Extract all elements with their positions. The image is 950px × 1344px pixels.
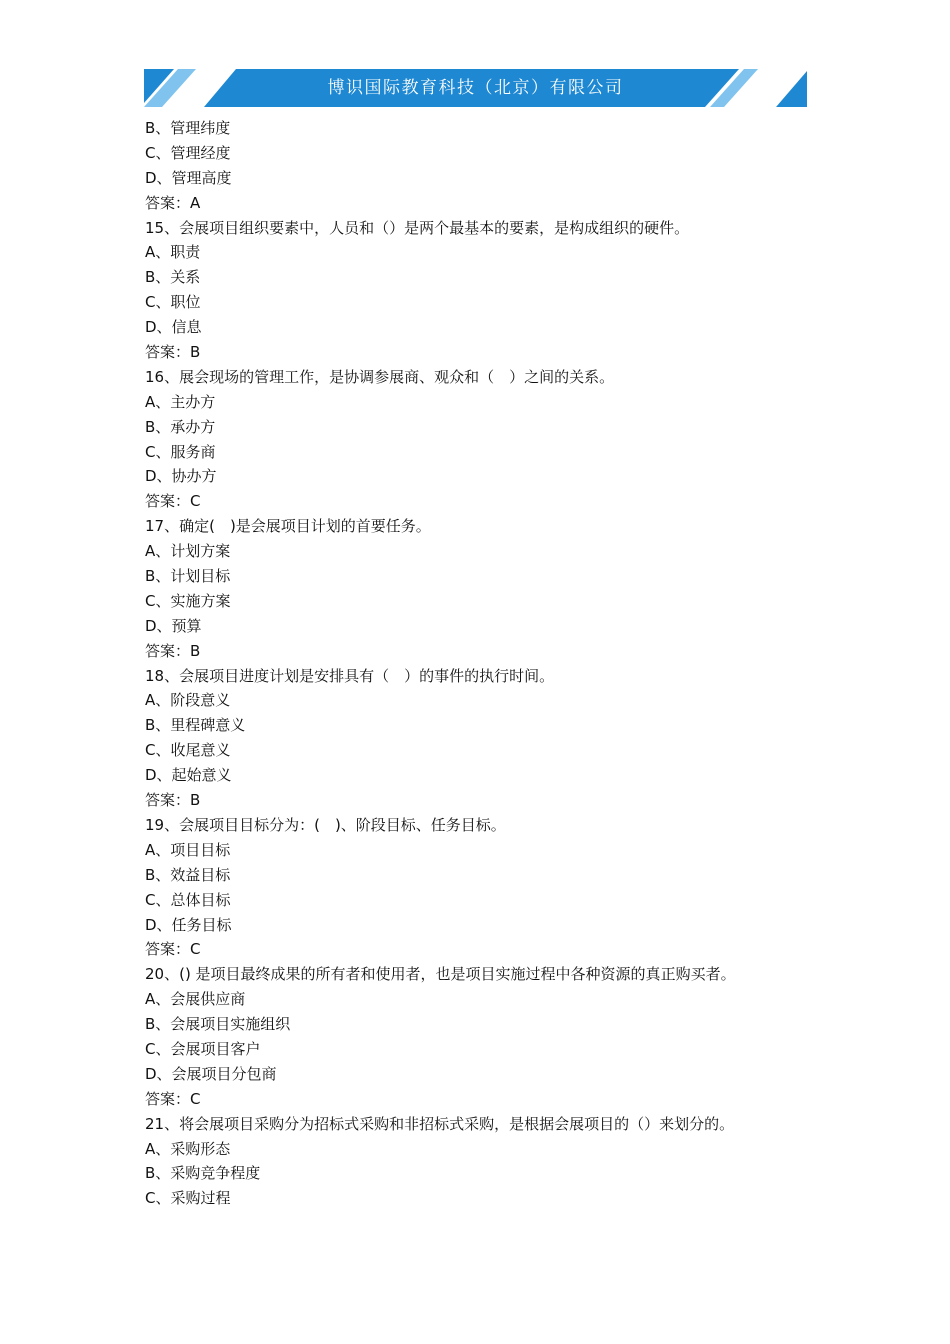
option-line: A、会展供应商	[145, 990, 246, 1009]
question-list	[145, 116, 825, 1211]
question-line: 16、展会现场的管理工作，是协调参展商、观众和（ ）之间的关系。	[145, 367, 615, 386]
option-line: D、管理高度	[145, 168, 232, 187]
company-name: 博识国际教育科技（北京）有限公司	[327, 78, 624, 98]
option-line: C、职位	[145, 293, 201, 312]
option-line: D、任务目标	[145, 915, 232, 934]
answer-line: 答案：A	[145, 193, 201, 212]
option-line: C、服务商	[145, 442, 216, 461]
option-line: D、起始意义	[145, 766, 232, 785]
question-line: 19、会展项目目标分为：( )、阶段目标、任务目标。	[145, 815, 506, 834]
option-line: B、承办方	[145, 417, 216, 436]
option-line: D、会展项目分包商	[145, 1064, 277, 1083]
option-line: B、采购竞争程度	[145, 1164, 261, 1183]
option-line: A、主办方	[145, 392, 216, 411]
option-line: B、效益目标	[145, 865, 231, 884]
header-banner	[144, 69, 807, 107]
question-line: 20、() 是项目最终成果的所有者和使用者，也是项目实施过程中各种资源的真正购买者。	[145, 965, 736, 984]
question-line: 17、确定( )是会展项目计划的首要任务。	[145, 517, 431, 536]
question-line: 18、会展项目进度计划是安排具有（ ）的事件的执行时间。	[145, 666, 555, 685]
answer-line: 答案：B	[145, 641, 201, 660]
answer-line: 答案：B	[145, 791, 201, 810]
option-line: D、预算	[145, 616, 202, 635]
answer-line: 答案：C	[145, 940, 201, 959]
option-line: A、阶段意义	[145, 691, 231, 710]
answer-line: 答案：C	[145, 492, 201, 511]
answer-line: 答案：B	[145, 343, 201, 362]
option-line: C、管理经度	[145, 143, 231, 162]
option-line: C、实施方案	[145, 591, 231, 610]
option-line: B、管理纬度	[145, 119, 231, 137]
option-line: C、收尾意义	[145, 741, 231, 760]
question-line: 21、将会展项目采购分为招标式采购和非招标式采购，是根据会展项目的（）来划分的。	[145, 1114, 735, 1133]
option-line: A、项目目标	[145, 840, 231, 859]
answer-line: 答案：C	[145, 1089, 201, 1108]
question-line: 15、会展项目组织要素中，人员和（）是两个最基本的要素，是构成组织的硬件。	[145, 218, 690, 237]
option-line: B、关系	[145, 268, 201, 287]
option-line: C、采购过程	[145, 1189, 231, 1208]
option-line: B、计划目标	[145, 567, 231, 586]
option-line: B、会展项目实施组织	[145, 1015, 291, 1034]
option-line: A、计划方案	[145, 542, 231, 561]
option-line: A、采购形态	[145, 1139, 231, 1158]
option-line: D、信息	[145, 318, 202, 337]
option-line: B、里程碑意义	[145, 716, 246, 735]
option-line: D、协办方	[145, 467, 217, 486]
option-line: A、职责	[145, 243, 201, 262]
option-line: C、会展项目客户	[145, 1039, 261, 1058]
option-line: C、总体目标	[145, 890, 231, 909]
